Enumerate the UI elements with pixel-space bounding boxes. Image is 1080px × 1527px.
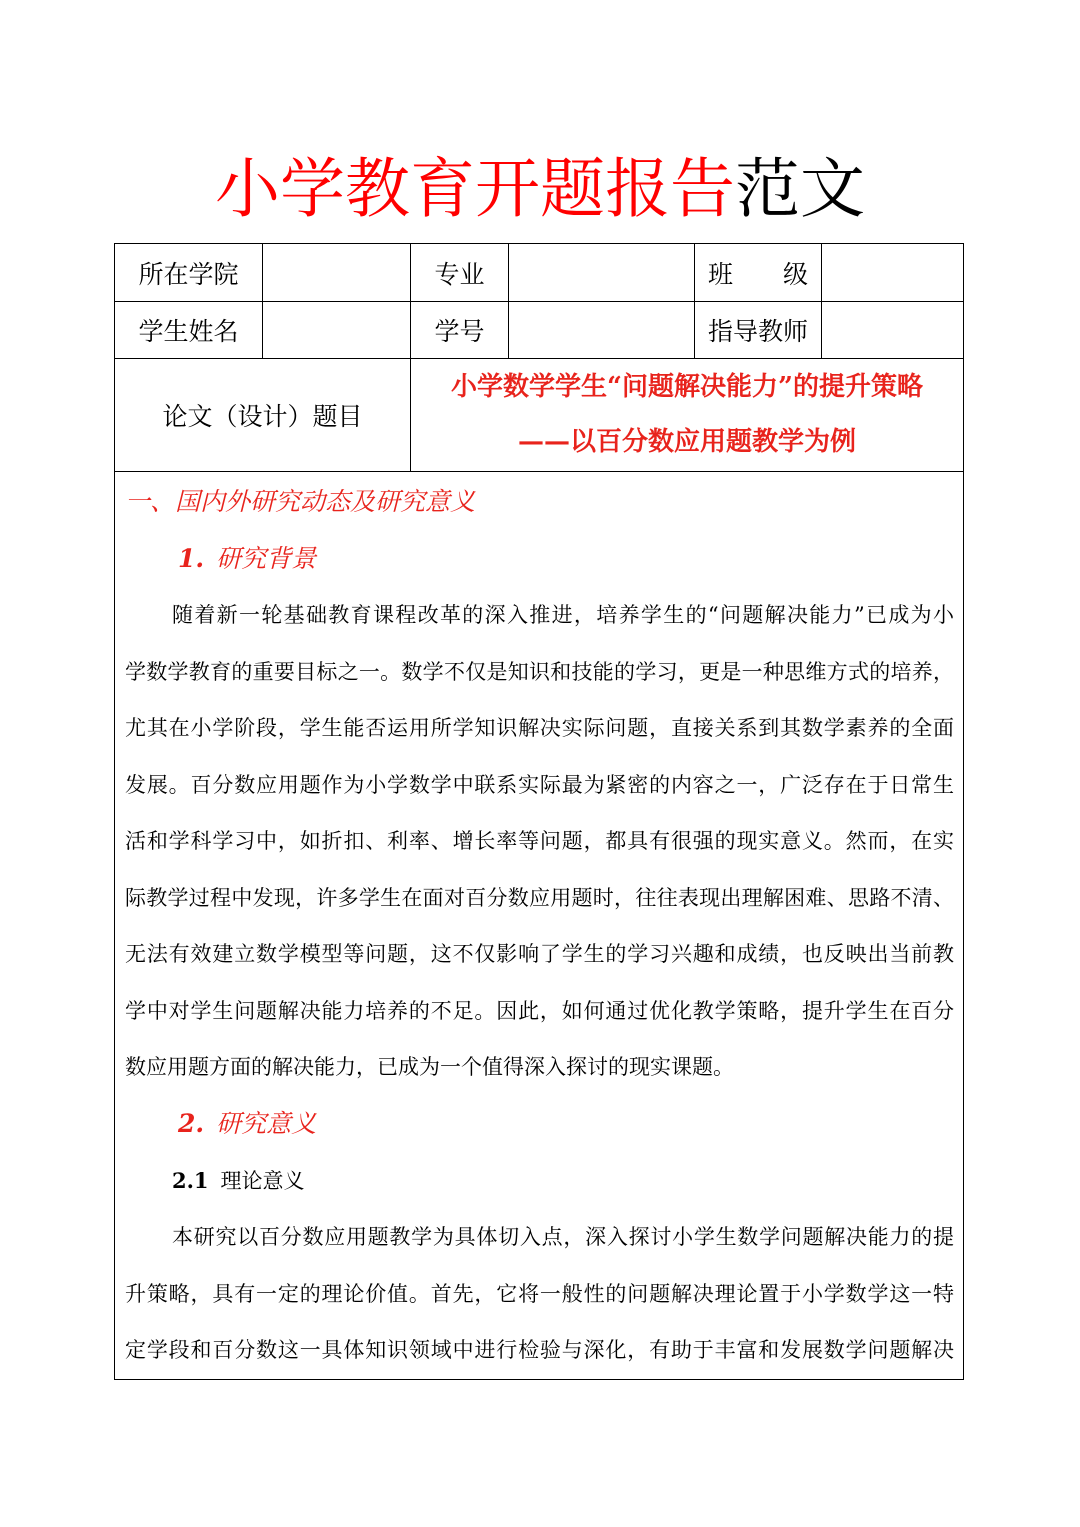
- subsection-title: 研究背景: [216, 543, 317, 573]
- advisor-label: 指导教师: [695, 302, 822, 359]
- major-value-cell: [509, 244, 695, 302]
- student-name-value-cell: [263, 302, 411, 359]
- proposal-info-table: [114, 243, 964, 1380]
- paragraph-line: 发展。百分数应用题作为小学数学中联系实际最为紧密的内容之一，广泛存在于日常生: [125, 772, 954, 797]
- college-value-cell: [263, 244, 411, 302]
- subsection-title: 研究意义: [216, 1109, 317, 1139]
- paragraph-line: 学数学教育的重要目标之一。数学不仅是知识和技能的学习，更是一种思维方式的培养，: [125, 659, 954, 684]
- document-title: [0, 150, 1080, 230]
- subsection-heading-background: [125, 531, 954, 588]
- paragraph-line: 定学段和百分数这一具体知识领域中进行检验与深化，有助于丰富和发展数学问题解决: [125, 1338, 954, 1363]
- thesis-title-value: [411, 359, 964, 472]
- section-heading: 一、国内外研究动态及研究意义: [125, 487, 476, 516]
- paragraph-line: 升策略，具有一定的理论价值。首先，它将一般性的问题解决理论置于小学数学这一特: [125, 1281, 954, 1306]
- student-id-label: 学号: [411, 302, 509, 359]
- sub-subsection-number: 2.1: [172, 1167, 209, 1193]
- student-name-label: 学生姓名: [115, 302, 263, 359]
- document-title-red-part: 小学教育开题报告: [214, 152, 735, 227]
- major-label: 专业: [411, 244, 509, 302]
- student-id-value-cell: [509, 302, 695, 359]
- class-value-cell: [822, 244, 964, 302]
- subsection-number: 2.: [178, 1109, 205, 1139]
- paragraph-line: 学中对学生问题解决能力培养的不足。因此，如何通过优化教学策略，提升学生在百分: [125, 998, 954, 1023]
- college-label: 所在学院: [115, 244, 263, 302]
- paragraph-line: 本研究以百分数应用题教学为具体切入点，深入探讨小学生数学问题解决能力的提: [172, 1225, 954, 1250]
- sub-subsection-title: 理论意义: [220, 1168, 305, 1193]
- research-content-cell: [115, 472, 964, 1380]
- sub-subsection-heading-theoretical: [125, 1153, 954, 1210]
- thesis-title-line-1: 小学数学学生“问题解决能力”的提升策略: [451, 372, 923, 402]
- class-label: 班 级: [695, 244, 822, 302]
- paragraph-line: 无法有效建立数学模型等问题，这不仅影响了学生的学习兴趣和成绩，也反映出当前教: [125, 942, 954, 967]
- thesis-title-label: 论文（设计）题目: [115, 359, 411, 472]
- paragraph-line: 随着新一轮基础教育课程改革的深入推进，培养学生的“问题解决能力”已成为小: [172, 603, 954, 628]
- paragraph-line: 数应用题方面的解决能力，已成为一个值得深入探讨的现实课题。: [125, 1055, 734, 1080]
- subsection-number: 1.: [178, 543, 205, 573]
- subsection-heading-significance: [125, 1096, 954, 1153]
- advisor-value-cell: [822, 302, 964, 359]
- thesis-title-line-2: ——以百分数应用题教学为例: [517, 427, 856, 457]
- paragraph-line: 活和学科学习中，如折扣、利率、增长率等问题，都具有很强的现实意义。然而，在实: [125, 829, 954, 854]
- paragraph-line: 尤其在小学阶段，学生能否运用所学知识解决实际问题，直接关系到其数学素养的全面: [125, 716, 954, 741]
- paragraph-line: 际教学过程中发现，许多学生在面对百分数应用题时，往往表现出理解困难、思路不清、: [125, 885, 954, 910]
- document-title-black-part: 范文: [735, 152, 866, 227]
